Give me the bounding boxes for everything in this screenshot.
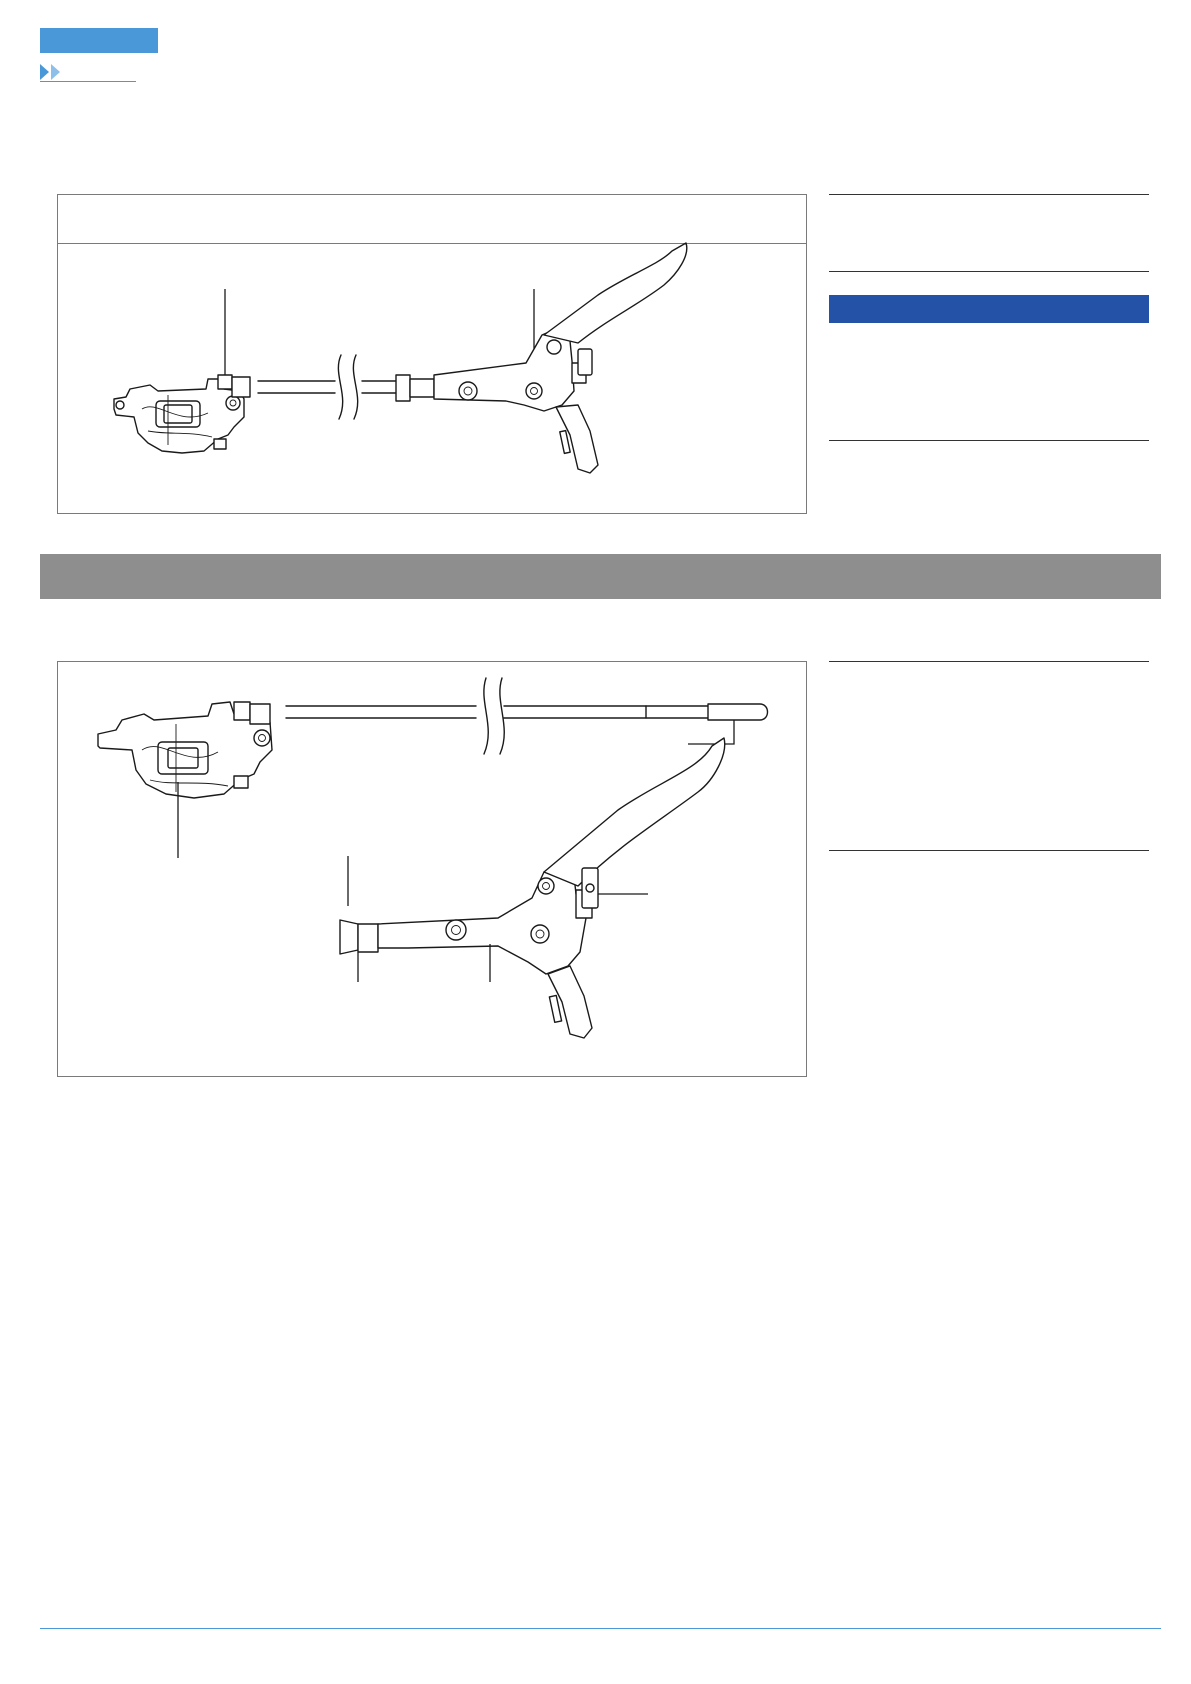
- brake-lever: [340, 738, 725, 1038]
- side-panel-3-top-rule: [829, 661, 1149, 662]
- brake-caliper: [114, 375, 250, 453]
- brake-caliper: [98, 702, 272, 798]
- figure-1-frame: [57, 194, 807, 514]
- header-tag: [40, 28, 158, 53]
- side-panel-2-bottom-rule: [829, 440, 1149, 441]
- side-panel-1-bottom-rule: [829, 271, 1149, 272]
- footer-divider: [40, 1628, 1161, 1629]
- hose-cap-leader-line: [688, 720, 734, 744]
- side-panel-heading-bar: [829, 295, 1149, 323]
- brake-assembly-illustration-2: [58, 662, 806, 1076]
- side-panel-1-top-rule: [829, 194, 1149, 195]
- side-panel-3-bottom-rule: [829, 850, 1149, 851]
- section-heading-band: [40, 554, 1161, 599]
- brake-assembly-illustration-1: [58, 195, 806, 513]
- figure-2-frame: [57, 661, 807, 1077]
- double-chevron-right-icon: [40, 62, 70, 82]
- hose-end-cap: [708, 704, 768, 720]
- olive-fitting: [340, 920, 358, 954]
- breadcrumb-underline: [40, 81, 136, 82]
- brake-lever: [396, 243, 687, 473]
